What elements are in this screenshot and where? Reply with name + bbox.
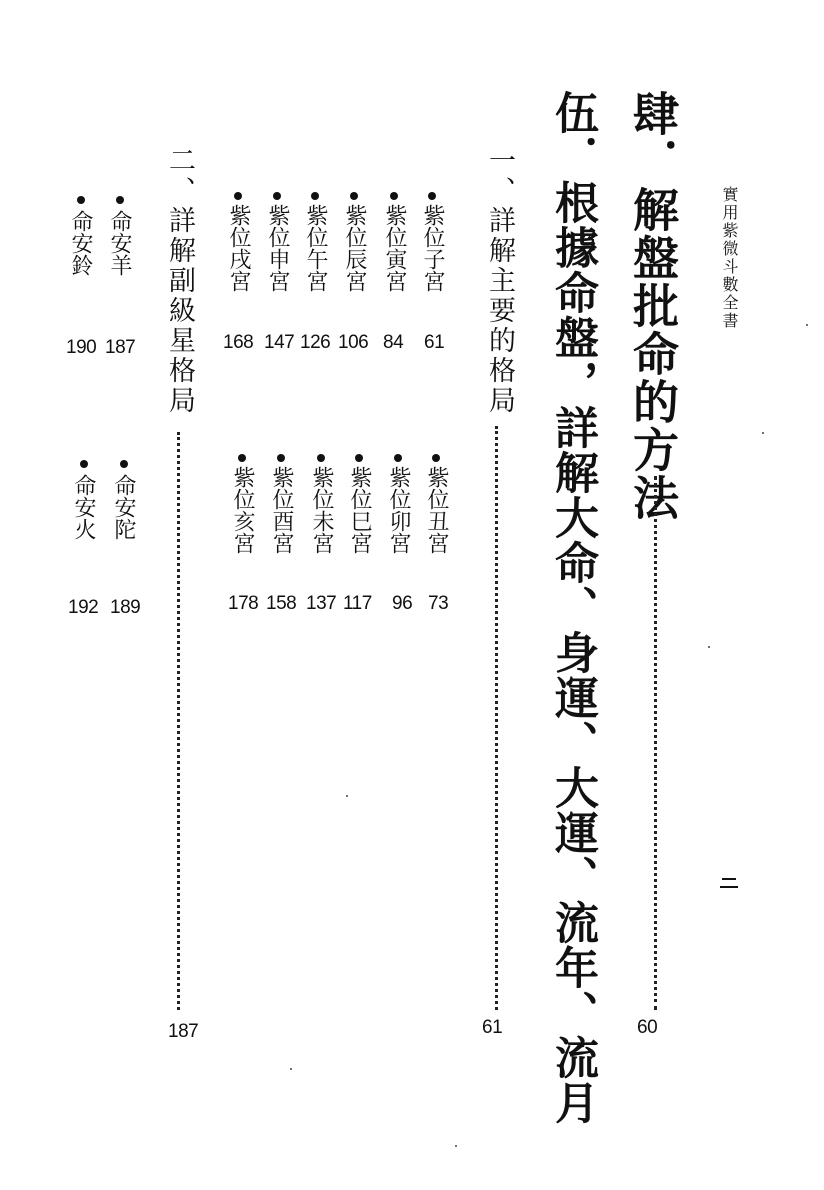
entry-page: 189 <box>110 597 141 618</box>
bullet-icon <box>355 454 363 462</box>
entry-label[interactable]: 命安陀 <box>111 474 136 540</box>
entry-label[interactable]: 紫位申宮 <box>265 204 290 292</box>
bullet-icon <box>116 196 124 204</box>
chapter-4-title[interactable]: 肆．解盤批命的方法 <box>626 90 680 522</box>
entry-label[interactable]: 紫位酉宮 <box>269 466 294 554</box>
section-1-leader <box>495 426 498 1010</box>
bullet-icon <box>273 192 281 200</box>
chapter-5-title[interactable]: 伍．根據命盤，詳解大命、身運、大運、流年、流月 <box>547 90 598 1125</box>
scan-speck <box>806 324 808 326</box>
folio-mark <box>720 886 738 888</box>
bullet-icon <box>238 454 246 462</box>
section-2-page: 187 <box>168 1021 199 1042</box>
scan-speck <box>708 646 710 648</box>
entry-label[interactable]: 紫位午宮 <box>303 204 328 292</box>
entry-page: 61 <box>424 332 445 353</box>
entry-page: 168 <box>223 332 254 353</box>
entry-page: 178 <box>228 593 259 614</box>
scan-speck <box>455 1145 457 1147</box>
entry-page: 187 <box>105 337 136 358</box>
entry-label[interactable]: 紫位亥宮 <box>230 466 255 554</box>
entry-label[interactable]: 紫位巳宮 <box>347 466 372 554</box>
entry-label[interactable]: 紫位辰宮 <box>342 204 367 292</box>
entry-page: 190 <box>66 337 97 358</box>
scan-speck <box>346 795 348 797</box>
entry-label[interactable]: 紫位戌宮 <box>226 204 251 292</box>
entry-page: 84 <box>383 332 404 353</box>
scan-speck <box>762 432 764 434</box>
bullet-icon <box>432 454 440 462</box>
scan-speck <box>290 1068 292 1070</box>
entry-page: 73 <box>428 593 449 614</box>
bullet-icon <box>120 460 128 468</box>
entry-label[interactable]: 紫位卯宮 <box>386 466 411 554</box>
entry-page: 106 <box>338 332 369 353</box>
entry-label[interactable]: 命安羊 <box>107 210 132 276</box>
entry-label[interactable]: 命安鈴 <box>68 210 93 276</box>
bullet-icon <box>77 196 85 204</box>
bullet-icon <box>80 460 88 468</box>
bullet-icon <box>350 192 358 200</box>
bullet-icon <box>317 454 325 462</box>
section-2-leader <box>177 432 180 1010</box>
bullet-icon <box>394 454 402 462</box>
entry-page: 147 <box>264 332 295 353</box>
section-1-page: 61 <box>482 1017 503 1038</box>
entry-page: 117 <box>343 593 372 614</box>
section-2-title[interactable]: 二、詳解副級星格局 <box>164 146 195 416</box>
running-head: 實用紫微斗數全書 <box>720 186 739 330</box>
entry-label[interactable]: 命安火 <box>71 474 96 540</box>
entry-label[interactable]: 紫位未宮 <box>309 466 334 554</box>
entry-label[interactable]: 紫位子宮 <box>420 204 445 292</box>
entry-page: 126 <box>300 332 331 353</box>
bullet-icon <box>390 192 398 200</box>
entry-page: 192 <box>68 597 99 618</box>
chapter-4-page: 60 <box>637 1017 658 1038</box>
folio-mark <box>722 878 736 880</box>
entry-page: 158 <box>266 593 297 614</box>
bullet-icon <box>311 192 319 200</box>
bullet-icon <box>234 192 242 200</box>
bullet-icon <box>277 454 285 462</box>
bullet-icon <box>428 192 436 200</box>
entry-label[interactable]: 紫位丑宮 <box>424 466 449 554</box>
entry-label[interactable]: 紫位寅宮 <box>382 204 407 292</box>
entry-page: 137 <box>306 593 337 614</box>
chapter-4-leader <box>654 476 657 1010</box>
section-1-title[interactable]: 一、詳解主要的格局 <box>484 146 515 416</box>
entry-page: 96 <box>392 593 413 614</box>
